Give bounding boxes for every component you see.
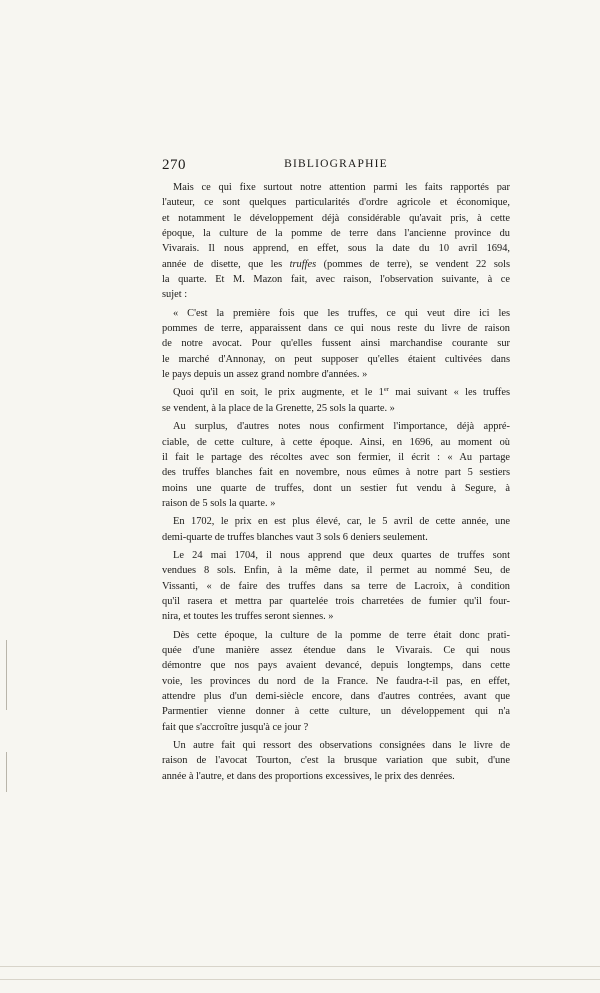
text-line: de notre avocat. Pour qu'elles fussent ainsi marchandise courante sur	[162, 338, 510, 350]
text-line: Parmentier vienne donner à cette culture, un développement qui n'a	[162, 706, 510, 718]
text-line: année à l'autre, et dans des proportions excessives, le prix des denrées.	[162, 770, 455, 782]
text-line: démontre que nos pays avaient devancé, depuis longtemps, dans cette	[162, 660, 510, 672]
text-line: vendues 8 sols. Enfin, à la même date, il permet au nommé Seu, de	[162, 565, 510, 577]
text-line: demi-quarte de truffes blanches vaut 3 sols 6 deniers seulement.	[162, 531, 428, 543]
text-line: ciable, de cette culture, à cette époque. Ainsi, en 1696, au moment où	[162, 436, 510, 448]
text-line: des truffes blanches fait en novembre, nous eûmes à notre part 5 sestiers	[162, 467, 510, 479]
paragraph	[162, 628, 510, 735]
text-line: quée d'une manière assez étendue dans le Vivarais. Ce qui nous	[162, 644, 510, 656]
paragraph	[162, 385, 510, 416]
text-line: la quarte. Et M. Mazon fait, avec raison, l'observation suivante, à ce	[162, 274, 510, 286]
paragraph	[162, 180, 510, 303]
scan-edge-line	[0, 979, 600, 980]
paragraph	[162, 514, 510, 545]
scan-edge-line	[0, 966, 600, 967]
text-line: l'auteur, ce sont quelques particularités d'ordre agricole et économique,	[162, 197, 510, 209]
text-line: sujet :	[162, 289, 188, 301]
text-line: Vissanti, « de faire des truffes dans sa terre de Lacroix, à condition	[162, 580, 510, 592]
text-line: Un autre fait qui ressort des observations consignées dans le livre de	[173, 740, 510, 752]
text-line: Mais ce qui fixe surtout notre attention parmi les faits rapportés par	[173, 182, 510, 193]
text-line: Dès cette époque, la culture de la pomme de terre était donc prati-	[173, 629, 510, 641]
text-line: nira, et toutes les truffes seront siennes. »	[162, 611, 334, 623]
text-line: attendre plus d'un demi-siècle encore, dans d'autres contrées, avant que	[162, 691, 510, 702]
text-line: « C'est la première fois que les truffes, ce qui veut dire ici les	[173, 307, 510, 319]
left-margin-mark	[6, 752, 7, 792]
text-line: le pays depuis un assez grand nombre d'années. »	[162, 369, 368, 381]
text-line: Au surplus, d'autres notes nous confirment l'importance, déjà appré-	[173, 421, 510, 433]
text-line: pommes de terre, apparaissent dans ce qui nous reste du livre de raison	[162, 323, 510, 335]
paragraph	[162, 419, 510, 511]
text-line: qu'il rasera et mettra par quartelée trois charretées de fumier qu'il four-	[162, 595, 510, 607]
text-line: voie, les provinces du nord de la France. Ne faudra-t-il pas, en effet,	[162, 675, 510, 687]
text-line: Quoi qu'il en soit, le prix augmente, et le 1er mai suivant « les truffes	[173, 386, 510, 399]
text-line: Le 24 mai 1704, il nous apprend que deux quartes de truffes sont	[173, 549, 510, 561]
running-head: BIBLIOGRAPHIE	[284, 158, 388, 170]
paragraph	[162, 738, 510, 784]
text-line: moins une quarte de truffes, dont un sestier fut vendu à Segure, à	[162, 482, 510, 494]
text-line: le marché d'Annonay, on peut supposer qu'elles étaient cultivées dans	[162, 353, 510, 365]
body-text	[162, 180, 510, 787]
text-line: Vivarais. Il nous apprend, en effet, sous la date du 10 avril 1694,	[162, 243, 510, 255]
text-line: fait que s'accroître jusqu'à ce jour ?	[162, 721, 309, 733]
text-line: se vendent, à la place de la Grenette, 25 sols la quarte. »	[162, 402, 395, 414]
paragraph	[162, 306, 510, 383]
text-line: raison de 5 sols la quarte. »	[162, 497, 276, 509]
text-line: En 1702, le prix en est plus élevé, car, le 5 avril de cette année, une	[173, 516, 510, 528]
text-line: et notamment le développement déjà considérable qu'avait pris, à cette	[162, 212, 510, 224]
text-line: époque, la culture de la pomme de terre dans l'ancienne province du	[162, 228, 510, 240]
text-line: il fait le partage des récoltes avec son fermier, il écrit : « Au partage	[162, 451, 510, 463]
page-header	[162, 157, 510, 177]
paragraph	[162, 548, 510, 625]
page-number: 270	[162, 157, 186, 173]
text-line: raison de l'avocat Tourton, c'est la brusque variation que subit, d'une	[162, 755, 510, 767]
text-line: année de disette, que les truffes (pommes de terre), se vendent 22 sols	[162, 258, 510, 270]
left-margin-mark	[6, 640, 7, 710]
